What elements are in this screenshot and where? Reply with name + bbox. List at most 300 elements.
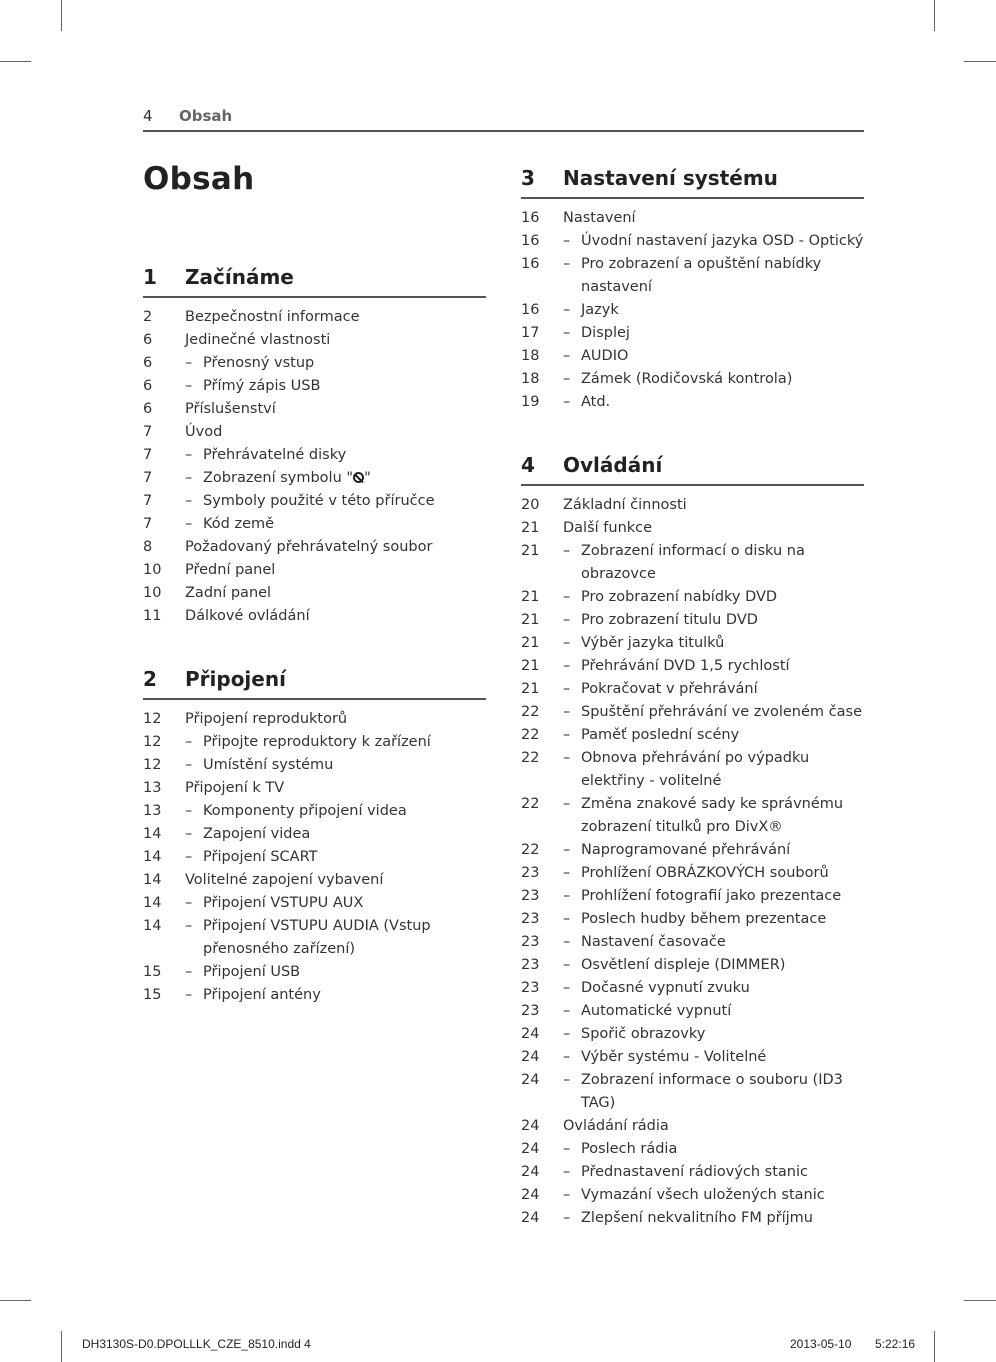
- toc-entry[interactable]: [143, 892, 486, 915]
- toc-entry-label: Prohlížení fotografií jako prezentace: [581, 888, 842, 904]
- toc-entry[interactable]: [521, 977, 864, 1000]
- toc-entry-text: [581, 793, 864, 839]
- toc-entry-text: [203, 490, 486, 513]
- toc-entry[interactable]: [521, 207, 864, 230]
- toc-page-number: 14: [143, 872, 162, 888]
- subentry-dash: –: [563, 1210, 571, 1226]
- toc-page-number: 23: [521, 865, 540, 881]
- toc-page-number: 7: [143, 470, 153, 486]
- subentry-dash: –: [563, 865, 571, 881]
- toc-page-number: 16: [521, 233, 540, 249]
- toc-entry-text: [185, 421, 486, 444]
- toc-entry-text: [581, 1023, 864, 1046]
- toc-page-number: 18: [521, 371, 540, 387]
- page-title: Obsah: [143, 161, 255, 197]
- toc-entry-text: [203, 846, 486, 869]
- crop-mark: [964, 1300, 996, 1301]
- subentry-dash: –: [563, 796, 571, 812]
- toc-page-number: 24: [521, 1072, 540, 1088]
- toc-entry-text: [203, 984, 486, 1007]
- toc-entry-text: [581, 747, 864, 793]
- toc-entry[interactable]: [521, 586, 864, 609]
- toc-entry-text: [203, 352, 486, 375]
- toc-entry[interactable]: [143, 984, 486, 1007]
- toc-entry[interactable]: [521, 322, 864, 345]
- toc-entry-text: [581, 1046, 864, 1069]
- toc-entry[interactable]: [521, 1115, 864, 1138]
- toc-page-number: 24: [521, 1164, 540, 1180]
- toc-entry-label: Vymazání všech uložených stanic: [581, 1187, 825, 1203]
- page-number: 4: [143, 107, 153, 125]
- toc-page-number: 24: [521, 1049, 540, 1065]
- chapter-heading: [143, 262, 486, 298]
- subentry-dash: –: [563, 934, 571, 950]
- toc-page-number: 15: [143, 987, 162, 1003]
- toc-page-number: 23: [521, 888, 540, 904]
- subentry-dash: –: [563, 589, 571, 605]
- toc-entry-text: [581, 391, 864, 414]
- toc-entry[interactable]: [143, 375, 486, 398]
- toc-entry-label: Příslušenství: [185, 401, 276, 417]
- toc-entry-label: Úvodní nastavení jazyka OSD - Optický: [581, 233, 864, 249]
- toc-entry-text: [581, 299, 864, 322]
- toc-entry-text: [581, 253, 864, 299]
- toc-entry[interactable]: [143, 846, 486, 869]
- toc-entry-label: Atd.: [581, 394, 611, 410]
- toc-column-right: [521, 163, 864, 1266]
- toc-entry-text: [581, 1138, 864, 1161]
- subentry-dash: –: [185, 493, 193, 509]
- toc-entry[interactable]: [143, 536, 486, 559]
- toc-page-number: 22: [521, 842, 540, 858]
- toc-entry-label: Přední panel: [185, 562, 276, 578]
- chapter-title: Začínáme: [185, 265, 294, 289]
- toc-page-number: 12: [143, 711, 162, 727]
- toc-entry-text: [581, 678, 864, 701]
- toc-entry[interactable]: [143, 421, 486, 444]
- toc-entry[interactable]: [521, 1184, 864, 1207]
- toc-entry-label: Připojení k TV: [185, 780, 285, 796]
- toc-entry[interactable]: [143, 444, 486, 467]
- toc-entry[interactable]: [521, 1138, 864, 1161]
- crop-mark: [934, 1331, 935, 1362]
- toc-entry[interactable]: [521, 839, 864, 862]
- subentry-dash: –: [563, 658, 571, 674]
- toc-entry-text: [203, 823, 486, 846]
- toc-entry-label: Zlepšení nekvalitního FM příjmu: [581, 1210, 813, 1226]
- toc-page-number: 2: [143, 309, 153, 325]
- toc-page-number: 21: [521, 658, 540, 674]
- chapter-block: [521, 450, 864, 1230]
- toc-page-number: 15: [143, 964, 162, 980]
- toc-entry-text: [581, 977, 864, 1000]
- print-date: 2013-05-10: [790, 1337, 852, 1351]
- toc-entry-label: Výběr jazyka titulků: [581, 635, 725, 651]
- toc-entry[interactable]: [521, 1000, 864, 1023]
- toc-entry-text: [581, 655, 864, 678]
- toc-entry-label: Zadní panel: [185, 585, 272, 601]
- toc-entry[interactable]: [143, 754, 486, 777]
- toc-page-number: 6: [143, 332, 153, 348]
- toc-entry-text: [581, 885, 864, 908]
- print-file-info: DH3130S-D0.DPOLLLK_CZE_8510.indd 4: [82, 1337, 311, 1351]
- toc-entry[interactable]: [143, 800, 486, 823]
- toc-entry-label: Připojení reproduktorů: [185, 711, 348, 727]
- toc-entry[interactable]: [143, 398, 486, 421]
- toc-entry-label: AUDIO: [581, 348, 629, 364]
- toc-page-number: 12: [143, 757, 162, 773]
- toc-entry[interactable]: [521, 885, 864, 908]
- toc-entry[interactable]: [521, 954, 864, 977]
- toc-entry[interactable]: [521, 494, 864, 517]
- toc-entry[interactable]: [521, 230, 864, 253]
- toc-page-number: 23: [521, 911, 540, 927]
- toc-entry[interactable]: [521, 678, 864, 701]
- subentry-dash: –: [185, 918, 193, 934]
- toc-entry-label: Pro zobrazení a opuštění nabídky nastavení: [581, 256, 822, 295]
- toc-entry[interactable]: [521, 747, 864, 793]
- toc-entry-label: Požadovaný přehrávatelný soubor: [185, 539, 433, 555]
- toc-entry-text: [581, 724, 864, 747]
- toc-entry[interactable]: [521, 724, 864, 747]
- toc-entry-text: [203, 467, 486, 490]
- toc-entry-label: Připojení VSTUPU AUDIA (Vstup přenosného zařízení): [203, 918, 431, 957]
- toc-entry-text: [581, 322, 864, 345]
- chapter-number: 1: [143, 265, 157, 289]
- subentry-dash: –: [563, 256, 571, 272]
- chapter-title: Nastavení systému: [563, 166, 778, 190]
- toc-page-number: 10: [143, 562, 162, 578]
- toc-entry-label: Volitelné zapojení vybavení: [185, 872, 384, 888]
- toc-entry-text: [581, 632, 864, 655]
- toc-entry[interactable]: [521, 1207, 864, 1230]
- crop-mark: [934, 0, 935, 31]
- toc-entry-label: Zobrazení symbolu ": [203, 470, 354, 486]
- toc-entry[interactable]: [521, 931, 864, 954]
- toc-page-number: 16: [521, 210, 540, 226]
- toc-entry[interactable]: [521, 609, 864, 632]
- toc-entry[interactable]: [521, 1161, 864, 1184]
- toc-entry-label: Jazyk: [581, 302, 619, 318]
- toc-entry-label: Bezpečnostní informace: [185, 309, 360, 325]
- toc-page-number: 6: [143, 401, 153, 417]
- toc-entry-label: Displej: [581, 325, 630, 341]
- toc-page-number: 24: [521, 1141, 540, 1157]
- toc-page-number: 20: [521, 497, 540, 513]
- toc-entry-label: Dálkové ovládání: [185, 608, 310, 624]
- toc-entry[interactable]: [143, 513, 486, 536]
- subentry-dash: –: [563, 612, 571, 628]
- toc-page-number: 22: [521, 796, 540, 812]
- subentry-dash: –: [185, 516, 193, 532]
- toc-entry-text: [203, 513, 486, 536]
- toc-entry-label: Výběr systému - Volitelné: [581, 1049, 767, 1065]
- chapter-heading: [143, 664, 486, 700]
- toc-page-number: 21: [521, 681, 540, 697]
- toc-entry[interactable]: [521, 701, 864, 724]
- toc-entry-label: Základní činnosti: [563, 497, 687, 513]
- toc-entry-label: Osvětlení displeje (DIMMER): [581, 957, 786, 973]
- toc-page-number: 21: [521, 589, 540, 605]
- toc-entry-text: [581, 1207, 864, 1230]
- toc-entry-text: [581, 1161, 864, 1184]
- subentry-dash: –: [563, 1164, 571, 1180]
- toc-entry[interactable]: [143, 915, 486, 961]
- toc-entry-label: Poslech hudby během prezentace: [581, 911, 827, 927]
- toc-entry-text: [185, 869, 486, 892]
- toc-entry-label: Připojení VSTUPU AUX: [203, 895, 364, 911]
- toc-entry-text: [581, 954, 864, 977]
- subentry-dash: –: [563, 911, 571, 927]
- toc-entry-text: [581, 1069, 864, 1115]
- chapter-heading: [521, 163, 864, 199]
- toc-entry-text: [185, 582, 486, 605]
- toc-entry-text: [563, 517, 864, 540]
- toc-page-number: 21: [521, 612, 540, 628]
- toc-entry-text: [581, 540, 864, 586]
- toc-entry[interactable]: [521, 862, 864, 885]
- chapter-block: [143, 262, 486, 628]
- subentry-dash: –: [563, 302, 571, 318]
- toc-entry-text: [581, 345, 864, 368]
- chapter-title: Ovládání: [563, 453, 663, 477]
- toc-page-number: 17: [521, 325, 540, 341]
- chapter-block: [143, 664, 486, 1007]
- toc-entry-label: Připojte reproduktory k zařízení: [203, 734, 431, 750]
- subentry-dash: –: [185, 849, 193, 865]
- subentry-dash: –: [563, 1026, 571, 1042]
- header-section-title: Obsah: [179, 107, 233, 125]
- toc-page-number: 18: [521, 348, 540, 364]
- toc-entry-text: [185, 398, 486, 421]
- subentry-dash: –: [563, 750, 571, 766]
- toc-entry-label: Pokračovat v přehrávání: [581, 681, 758, 697]
- toc-entry-text: [581, 1184, 864, 1207]
- toc-entry[interactable]: [521, 517, 864, 540]
- subentry-dash: –: [185, 895, 193, 911]
- subentry-dash: –: [185, 378, 193, 394]
- toc-page-number: 11: [143, 608, 162, 624]
- toc-page-number: 7: [143, 493, 153, 509]
- toc-column-left: [143, 262, 486, 1043]
- crop-mark: [0, 61, 31, 62]
- toc-entry-label: Poslech rádia: [581, 1141, 678, 1157]
- subentry-dash: –: [563, 325, 571, 341]
- toc-entry-text: [185, 329, 486, 352]
- toc-entry-label: Jedinečné vlastnosti: [185, 332, 331, 348]
- toc-page-number: 10: [143, 585, 162, 601]
- toc-entry-label: Symboly použité v této příručce: [203, 493, 435, 509]
- subentry-dash: –: [563, 842, 571, 858]
- toc-entry-label: Spuštění přehrávání ve zvoleném čase: [581, 704, 862, 720]
- toc-entry[interactable]: [521, 655, 864, 678]
- toc-entry[interactable]: [521, 299, 864, 322]
- prohibited-symbol-icon: [353, 472, 364, 483]
- toc-entry-label: Připojení SCART: [203, 849, 318, 865]
- subentry-dash: –: [563, 233, 571, 249]
- toc-entry-label: Připojení USB: [203, 964, 301, 980]
- toc-entry-text: [581, 862, 864, 885]
- toc-entry[interactable]: [521, 632, 864, 655]
- toc-entry-text: [203, 800, 486, 823]
- toc-entry[interactable]: [143, 777, 486, 800]
- toc-entry[interactable]: [143, 306, 486, 329]
- toc-page-number: 23: [521, 957, 540, 973]
- toc-entry-text: [563, 494, 864, 517]
- toc-page-number: 19: [521, 394, 540, 410]
- toc-page-number: 22: [521, 704, 540, 720]
- subentry-dash: –: [563, 888, 571, 904]
- toc-entry[interactable]: [521, 908, 864, 931]
- toc-page-number: 21: [521, 635, 540, 651]
- toc-page-number: 23: [521, 934, 540, 950]
- subentry-dash: –: [563, 1003, 571, 1019]
- toc-page-number: 14: [143, 849, 162, 865]
- toc-entry-label: Paměť poslední scény: [581, 727, 740, 743]
- toc-page-number: 22: [521, 727, 540, 743]
- toc-entry-label: Připojení antény: [203, 987, 321, 1003]
- toc-page-number: 16: [521, 302, 540, 318]
- toc-entry-label: Zámek (Rodičovská kontrola): [581, 371, 793, 387]
- toc-entry-text: [581, 368, 864, 391]
- crop-mark: [61, 1331, 62, 1362]
- chapter-block: [521, 163, 864, 414]
- toc-entry-label: Změna znakové sady ke správnému zobrazení titulků pro DivX®: [581, 796, 844, 835]
- toc-entry-text: [563, 207, 864, 230]
- subentry-dash: –: [563, 348, 571, 364]
- toc-entry-label: Nastavení: [563, 210, 636, 226]
- toc-entry-label: Pro zobrazení titulu DVD: [581, 612, 758, 628]
- toc-entry-label: Pro zobrazení nabídky DVD: [581, 589, 778, 605]
- toc-page-number: 14: [143, 918, 162, 934]
- toc-entry-label: Automatické vypnutí: [581, 1003, 732, 1019]
- toc-entry-label: Obnova přehrávání po výpadku elektřiny - volitelné: [581, 750, 810, 789]
- toc-page-number: 24: [521, 1187, 540, 1203]
- toc-page-number: 16: [521, 256, 540, 272]
- toc-entry[interactable]: [143, 329, 486, 352]
- toc-entry[interactable]: [143, 869, 486, 892]
- toc-page-number: 24: [521, 1026, 540, 1042]
- toc-entry[interactable]: [143, 605, 486, 628]
- subentry-dash: –: [563, 980, 571, 996]
- toc-page-number: 24: [521, 1210, 540, 1226]
- toc-page-number: 13: [143, 803, 162, 819]
- toc-entry-label: Zobrazení informací o disku na obrazovce: [581, 543, 805, 582]
- toc-entry[interactable]: [143, 823, 486, 846]
- toc-entry-label: Přednastavení rádiových stanic: [581, 1164, 808, 1180]
- subentry-dash: –: [563, 957, 571, 973]
- toc-entry[interactable]: [521, 368, 864, 391]
- toc-entry[interactable]: [143, 961, 486, 984]
- toc-page-number: 21: [521, 520, 540, 536]
- toc-entry-label: Umístění systému: [203, 757, 334, 773]
- toc-entry-label: Přenosný vstup: [203, 355, 315, 371]
- toc-page-number: 6: [143, 378, 153, 394]
- chapter-title: Připojení: [185, 667, 286, 691]
- subentry-dash: –: [185, 447, 193, 463]
- toc-entry[interactable]: [521, 1046, 864, 1069]
- toc-entry-label: Zobrazení informace o souboru (ID3 TAG): [581, 1072, 843, 1111]
- toc-entry-suffix: ": [364, 470, 371, 486]
- subentry-dash: –: [563, 704, 571, 720]
- toc-entry-text: [185, 559, 486, 582]
- subentry-dash: –: [563, 371, 571, 387]
- subentry-dash: –: [563, 635, 571, 651]
- toc-entry-text: [185, 306, 486, 329]
- toc-entry-text: [203, 444, 486, 467]
- toc-entry[interactable]: [143, 467, 486, 490]
- chapter-number: 2: [143, 667, 157, 691]
- toc-entry-text: [203, 961, 486, 984]
- toc-page-number: 6: [143, 355, 153, 371]
- chapter-number: 3: [521, 166, 535, 190]
- toc-entry[interactable]: [521, 253, 864, 299]
- toc-entry-label: Ovládání rádia: [563, 1118, 669, 1134]
- toc-entry[interactable]: [143, 352, 486, 375]
- subentry-dash: –: [185, 355, 193, 371]
- toc-page-number: 7: [143, 447, 153, 463]
- crop-mark: [964, 61, 996, 62]
- toc-entry[interactable]: [143, 490, 486, 513]
- toc-entry-text: [203, 892, 486, 915]
- toc-entry-label: Spořič obrazovky: [581, 1026, 706, 1042]
- toc-entry[interactable]: [143, 708, 486, 731]
- toc-page-number: 23: [521, 1003, 540, 1019]
- toc-entry-label: Nastavení časovače: [581, 934, 726, 950]
- toc-entry-text: [203, 731, 486, 754]
- crop-mark: [61, 0, 62, 31]
- toc-page-number: 21: [521, 543, 540, 559]
- toc-entry[interactable]: [521, 345, 864, 368]
- chapter-heading: [521, 450, 864, 486]
- subentry-dash: –: [185, 826, 193, 842]
- toc-entry[interactable]: [143, 731, 486, 754]
- subentry-dash: –: [563, 394, 571, 410]
- toc-entry[interactable]: [143, 582, 486, 605]
- toc-entry[interactable]: [521, 391, 864, 414]
- subentry-dash: –: [185, 803, 193, 819]
- toc-page-number: 14: [143, 895, 162, 911]
- toc-entry-text: [581, 701, 864, 724]
- toc-entry-text: [581, 230, 864, 253]
- toc-entry-text: [581, 908, 864, 931]
- toc-entry-text: [185, 536, 486, 559]
- subentry-dash: –: [563, 543, 571, 559]
- toc-entry-label: Přehrávání DVD 1,5 rychlostí: [581, 658, 790, 674]
- toc-entry-label: Přímý zápis USB: [203, 378, 321, 394]
- toc-entry-label: Prohlížení OBRÁZKOVÝCH souborů: [581, 865, 829, 881]
- toc-entry[interactable]: [521, 1023, 864, 1046]
- toc-entry-label: Kód země: [203, 516, 275, 532]
- subentry-dash: –: [563, 727, 571, 743]
- toc-entry-label: Naprogramované přehrávání: [581, 842, 791, 858]
- toc-page-number: 12: [143, 734, 162, 750]
- toc-entry-label: Komponenty připojení videa: [203, 803, 407, 819]
- toc-page-number: 7: [143, 516, 153, 532]
- toc-entry-label: Přehrávatelné disky: [203, 447, 347, 463]
- toc-entry[interactable]: [521, 1069, 864, 1115]
- subentry-dash: –: [185, 964, 193, 980]
- toc-entry[interactable]: [521, 540, 864, 586]
- subentry-dash: –: [185, 734, 193, 750]
- subentry-dash: –: [185, 757, 193, 773]
- toc-page-number: 14: [143, 826, 162, 842]
- toc-entry[interactable]: [521, 793, 864, 839]
- toc-entry-text: [185, 605, 486, 628]
- toc-entry[interactable]: [143, 559, 486, 582]
- toc-page-number: 24: [521, 1118, 540, 1134]
- toc-page-number: 7: [143, 424, 153, 440]
